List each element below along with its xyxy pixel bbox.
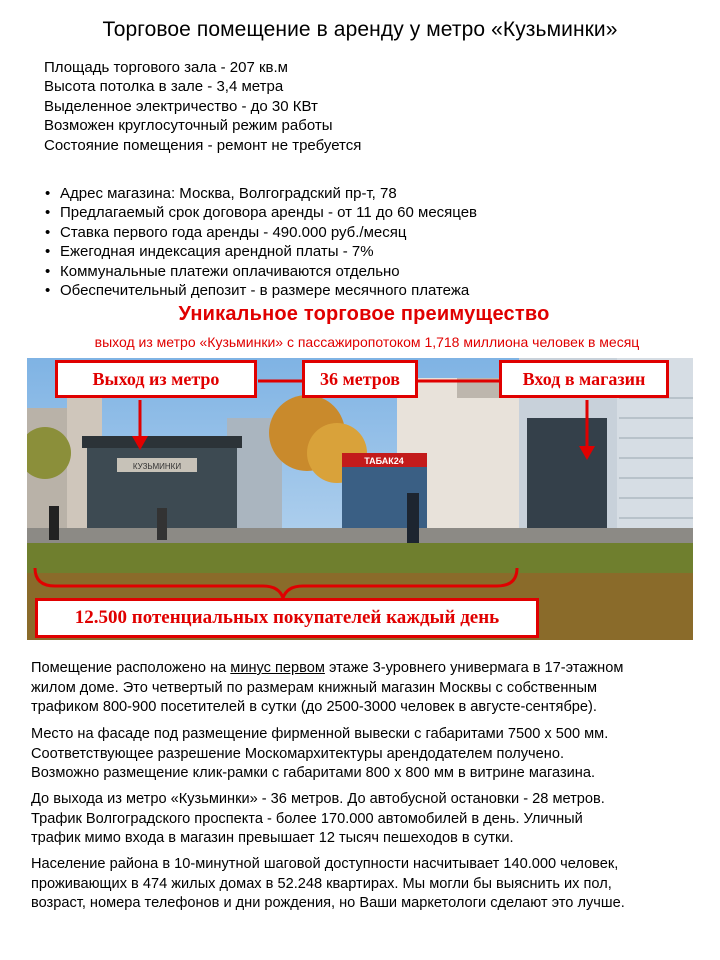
bullet-item: • Ставка первого года аренды - 490.000 руб./месяц	[44, 223, 477, 242]
kiosk-sign-text: ТАБАК24	[364, 456, 404, 466]
fact-item: Возможен круглосуточный режим работы	[44, 117, 333, 135]
terms-bullet-list	[44, 184, 477, 300]
text-run: Помещение расположено на	[31, 660, 231, 676]
text-line: проживающих в 474 жилых домах в 52.248 квартирах. Мы могли бы выяснить их пол,	[31, 875, 612, 892]
paragraph-signage	[31, 725, 701, 784]
advantage-heading: Уникальное торговое преимущество	[178, 303, 550, 325]
bullet-item: • Предлагаемый срок договора аренды - от 11 до 60 месяцев	[44, 203, 477, 222]
text-line: трафик мимо входа в магазин превышает 12 тысяч пешеходов в сутки.	[31, 830, 514, 847]
text-run: этаже 3-уровнего универмага в 17-этажном	[324, 660, 624, 676]
text-line: До выхода из метро «Кузьминки» - 36 метров. До автобусной остановки - 28 метров.	[31, 791, 605, 807]
facts-list	[44, 58, 361, 155]
bullet-item: • Адрес магазина: Москва, Волгоградский пр-т, 78	[44, 184, 477, 203]
fact-item: Состояние помещения - ремонт не требуется	[44, 136, 362, 154]
fact-item: Выделенное электричество - до 30 КВт	[44, 97, 318, 115]
text-line: Трафик Волгоградского проспекта - более 170.000 автомобилей в день. Уличный	[31, 810, 583, 827]
text-line: Возможно размещение клик-рамки с габаритами 800 х 800 мм в витрине магазина.	[31, 765, 596, 782]
text-line: Соответствующее разрешение Москомархитектуры арендодателем получено.	[31, 745, 564, 762]
text-line: Население района в 10-минутной шаговой доступности насчитывает 140.000 человек,	[31, 856, 619, 872]
bullet-item: • Обеспечительный депозит - в размере месячного платежа	[44, 281, 477, 300]
potential-buyers-label: 12.500 потенциальных покупателей каждый день	[35, 598, 539, 638]
bullet-item: • Ежегодная индексация арендной платы - 7%	[44, 242, 477, 261]
metro-sign-text: КУЗЬМИНКИ	[132, 462, 182, 471]
text-line: трафиком 800-900 посетителей в сутки (до 2500-3000 человек в августе-сентябре).	[31, 699, 597, 716]
metro-exit-label: Выход из метро	[55, 360, 257, 398]
pedestrian	[407, 493, 419, 543]
underlined-text: минус первом	[230, 660, 325, 676]
paragraph-population	[31, 855, 701, 914]
distance-label: 36 метров	[302, 360, 418, 398]
paragraph-location	[31, 659, 701, 718]
bullet-item: • Коммунальные платежи оплачиваются отдельно	[44, 262, 477, 281]
advantage-subheading: выход из метро «Кузьминки» с пассажиропотоком 1,718 миллиона человек в месяц	[94, 334, 640, 350]
paragraph-traffic	[31, 790, 701, 849]
store-entrance-label: Вход в магазин	[499, 360, 669, 398]
text-line: Место на фасаде под размещение фирменной вывески с габаритами 7500 х 500 мм.	[31, 726, 609, 742]
fact-item: Высота потолка в зале - 3,4 метра	[44, 78, 284, 96]
pedestrian	[49, 506, 59, 540]
text-line: возраст, номера телефонов и дни рождения, но Ваши маркетологи сделают это лучше.	[31, 895, 625, 912]
fact-item: Площадь торгового зала - 207 кв.м	[44, 59, 288, 76]
pedestrian	[157, 508, 167, 540]
page-title: Торговое помещение в аренду у метро «Кузьминки»	[102, 18, 618, 41]
metro-pavilion-roof	[82, 436, 242, 448]
street-photo	[27, 358, 693, 640]
text-line: жилом доме. Это четвертый по размерам книжный магазин Москвы с собственным	[31, 679, 598, 696]
